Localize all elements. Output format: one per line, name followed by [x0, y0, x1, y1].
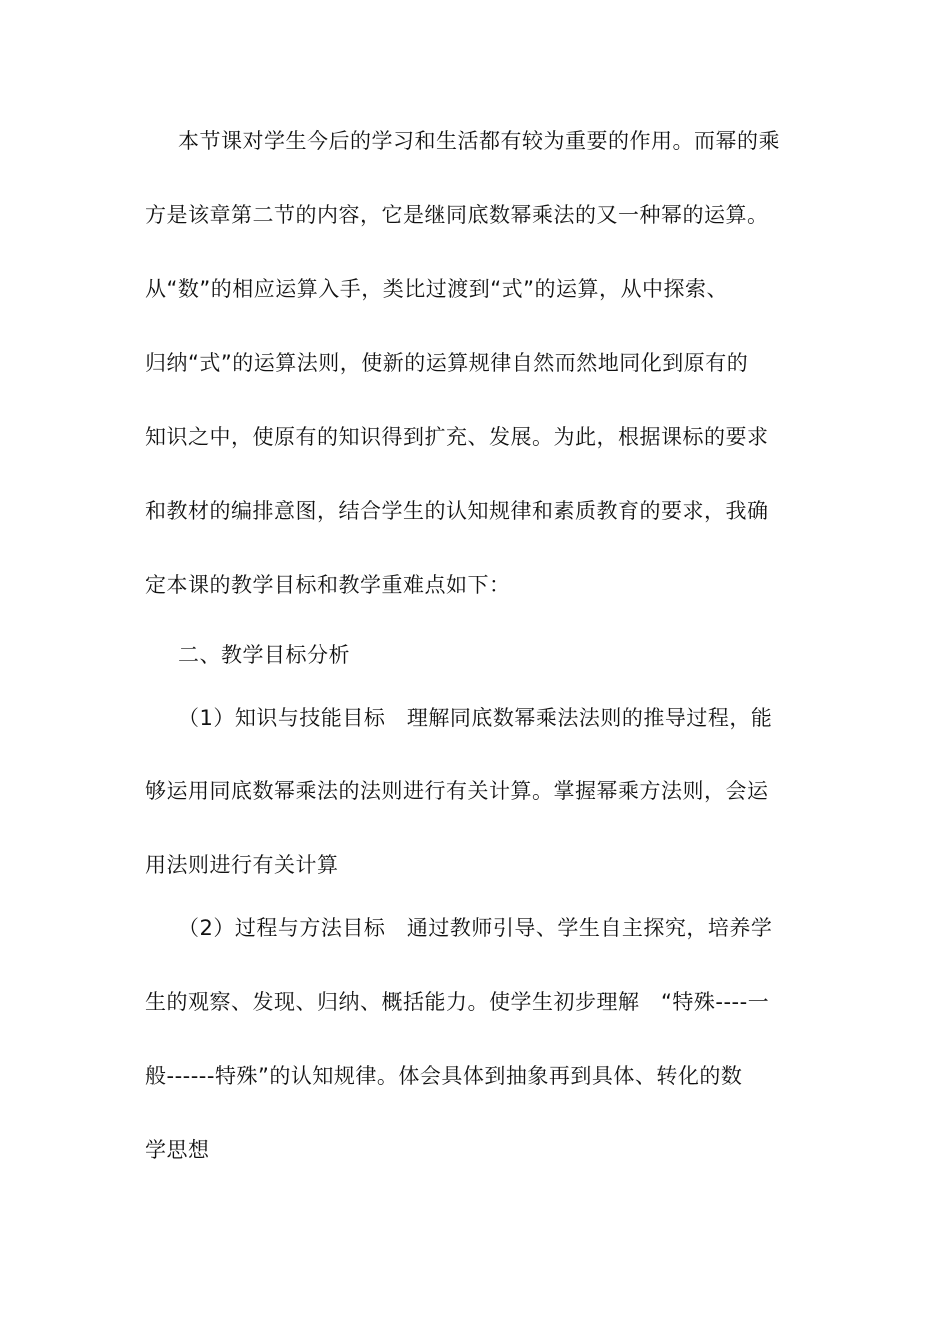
- paragraph-line: 和教材的编排意图，结合学生的认知规律和素质教育的要求，我确: [145, 499, 769, 523]
- paragraph-line: 从“数”的相应运算入手，类比过渡到“式”的运算，从中探索、: [145, 277, 729, 301]
- paragraph-line: 本节课对学生今后的学习和生活都有较为重要的作用。而幂的乘: [178, 129, 780, 153]
- paragraph-line: 定本课的教学目标和教学重难点如下：: [145, 573, 511, 597]
- paragraph-line: 生的观察、发现、归纳、概括能力。使学生初步理解 “特殊----一: [145, 990, 770, 1014]
- paragraph-line: 学思想: [145, 1138, 210, 1162]
- paragraph-line: 方是该章第二节的内容，它是继同底数幂乘法的又一种幂的运算。: [145, 203, 769, 227]
- paragraph-line: （2）过程与方法目标 通过教师引导、学生自主探究，培养学: [178, 916, 773, 940]
- paragraph-line: 够运用同底数幂乘法的法则进行有关计算。掌握幂乘方法则，会运: [145, 779, 769, 803]
- section-heading: 二、教学目标分析: [178, 643, 350, 667]
- paragraph-line: （1）知识与技能目标 理解同底数幂乘法法则的推导过程，能: [178, 706, 773, 730]
- paragraph-line: 归纳“式”的运算法则，使新的运算规律自然而然地同化到原有的: [145, 351, 749, 375]
- paragraph-line: 知识之中，使原有的知识得到扩充、发展。为此，根据课标的要求: [145, 425, 769, 449]
- paragraph-line: 用法则进行有关计算: [145, 853, 339, 877]
- paragraph-line: 般------特殊”的认知规律。体会具体到抽象再到具体、转化的数: [145, 1064, 743, 1088]
